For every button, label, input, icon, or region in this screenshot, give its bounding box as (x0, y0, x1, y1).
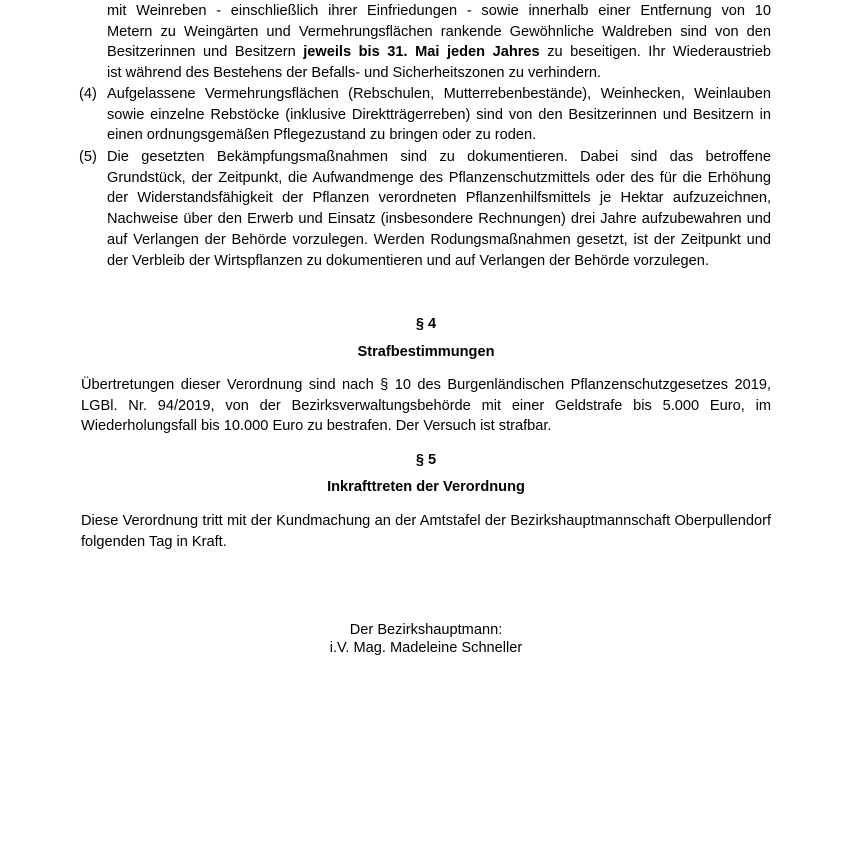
item4-number: (4) (79, 86, 97, 102)
item5-number: (5) (79, 149, 97, 165)
section4-title: Strafbestimmungen (357, 344, 495, 360)
section5-title: Inkrafttreten der Verordnung (327, 479, 525, 495)
signature-name: i.V. Mag. Madeleine Schneller (329, 640, 523, 656)
item4-text: Aufgelassene Vermehrungsflächen (Rebschulen, Mutterrebenbestände), Weinhecken, Weinlauben sowie einzelne Rebstöcke (inklusive Direktträgerreben) sind von den Besitzerinnen und Besitzern in einen ordnungsgemäßen Pflegezustand zu bringen oder zu roden. (107, 86, 771, 144)
item3-line-2: Metern zu Weingärten und Vermehrungsflächen rankende Gewöhnliche Waldreben sind von den (107, 23, 771, 40)
item5-text: Die gesetzten Bekämpfungsmaßnahmen sind zu dokumentieren. Dabei sind das betroffene Grundstück, der Zeitpunkt, die Aufwandmenge des Pflanzenschutzmittels oder des für die Erhöhung der Widerstandsfähigkeit der Pflanzen verordneten Pflanzenhilfsmittels je Hektar aufzuzeichnen, Nachweise über den Erwerb und Einsatz (insbesondere Rechnungen) drei Jahre aufzubewahren und auf Verlangen der Behörde vorzulegen. Werden Rodungsmaßnahmen gesetzt, ist der Zeitpunkt und der Verbleib der Wirtspflanzen zu dokumentieren und auf Verlangen der Behörde vorzulegen. (107, 149, 771, 269)
section5-text: Diese Verordnung tritt mit der Kundmachung an der Amtstafel der Bezirkshauptmannschaft Oberpullendorf folgenden Tag in Kraft. (81, 513, 771, 550)
item3-line-3-post: zu beseitigen. Ihr Wiederaustrieb (539, 44, 771, 61)
list-item-4 (79, 84, 771, 146)
section5-number: § 5 (415, 452, 437, 468)
list-item-3-continued (79, 1, 771, 84)
item3-line-1: mit Weinreben - einschließlich ihrer Einfriedungen - sowie innerhalb einer Entfernung von 10 (107, 3, 771, 19)
item3-line-3 (107, 42, 771, 63)
item3-deadline: jeweils bis 31. Mai jeden Jahres (303, 44, 540, 61)
item3-line-3-pre: Besitzerinnen und Besitzern (107, 44, 304, 61)
section4-text: Übertretungen dieser Verordnung sind nach § 10 des Burgenländischen Pflanzenschutzgesetzes 2019, LGBl. Nr. 94/2019, von der Bezirksverwaltungsbehörde mit einer Geldstrafe bis 5.000 Euro, im Wiederholungsfall bis 10.000 Euro zu bestrafen. Der Versuch ist strafbar. (81, 377, 771, 435)
item3-line-4: ist während des Bestehens der Befalls- und Sicherheitszonen zu verhindern. (107, 65, 602, 82)
list-item-5 (79, 147, 771, 271)
signature-role: Der Bezirkshauptmann: (349, 622, 503, 638)
section4-number: § 4 (415, 316, 437, 332)
